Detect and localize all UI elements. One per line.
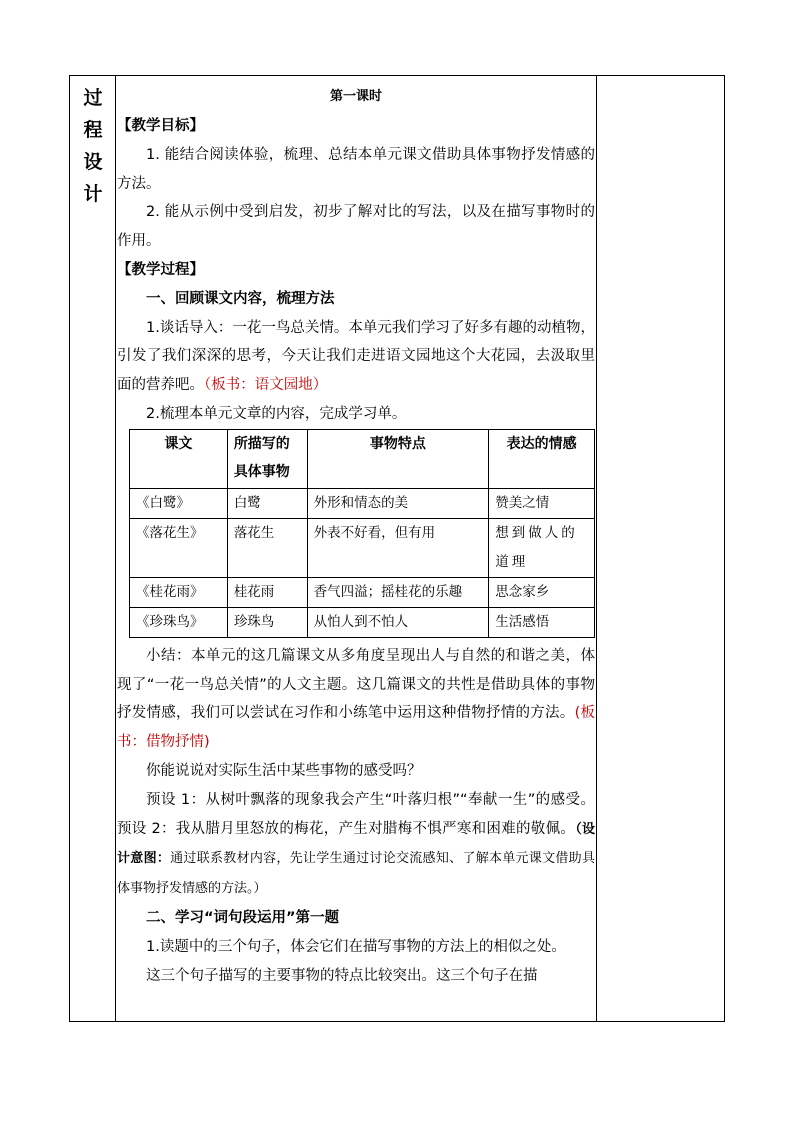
table-cell: 白鹭 xyxy=(227,488,307,518)
table-cell: 桂花雨 xyxy=(227,577,307,607)
table-row xyxy=(130,607,595,637)
step-paragraph: 2.梳理本单元文章的内容，完成学习单。 xyxy=(146,405,407,422)
study-sheet-table xyxy=(129,429,595,638)
design-intent-label: （设计意图： xyxy=(117,821,595,867)
design-intent-text: 通过联系教材内容，先让学生通过讨论交流感知、了解本单元课文借助具体事物抒发情感的方法。） xyxy=(117,851,595,897)
step-text: 1.谈话导入：一花一鸟总关情。本单元我们学习了好多有趣的动植物，引发了我们深深的思考，今天让我们走进语文园地这个大花园，去汲取里面的营养吧。 xyxy=(117,319,595,394)
goals-heading: 【教学目标】 xyxy=(117,118,204,134)
lesson-content xyxy=(117,76,595,1021)
table-cell: 思念家乡 xyxy=(489,577,595,607)
goal-item: 1. 能结合阅读体验，梳理、总结本单元课文借助具体事物抒发情感的方法。 xyxy=(117,146,595,192)
table-cell: 从怕人到不怕人 xyxy=(307,607,489,637)
table-row xyxy=(130,488,595,518)
table-header-row xyxy=(130,429,595,488)
notes-column xyxy=(596,76,726,1021)
table-row xyxy=(130,518,595,577)
section-heading: 二、学习“词句段运用”第一题 xyxy=(146,909,340,926)
summary-text: 小结：本单元的这几篇课文从多角度呈现出人与自然的和谐之美，体现了“一花一鸟总关情”的人文主题。这几篇课文的共性是借助具体的事物抒发情感，我们可以尝试在习作和小练笔中运用这种借物抒情的方法。 xyxy=(117,647,595,722)
goal-item: 2. 能从示例中受到启发，初步了解对比的写法，以及在描写事物时的作用。 xyxy=(117,204,595,250)
table-cell: 《珍珠鸟》 xyxy=(130,607,228,637)
preset-text: 预设 1：从树叶飘落的现象我会产生“叶落归根”“奉献一生”的感受。预设 2：我从腊月里怒放的梅花，产生对腊梅不惧严寒和困难的敬佩。 xyxy=(117,791,595,837)
table-cell: 珍珠鸟 xyxy=(227,607,307,637)
table-row xyxy=(130,577,595,607)
table-cell: 香气四溢；摇桂花的乐趣 xyxy=(307,577,489,607)
table-header-cell: 表达的情感 xyxy=(489,429,595,488)
table-cell: 《桂花雨》 xyxy=(130,577,228,607)
body-paragraph: 这三个句子描写的主要事物的特点比较突出。这三个句子在描 xyxy=(146,967,538,984)
table-cell: 外形和情态的美 xyxy=(307,488,489,518)
table-cell: 《白鹭》 xyxy=(130,488,228,518)
summary-paragraph xyxy=(117,642,595,757)
question-paragraph: 你能说说对实际生活中某些事物的感受吗？ xyxy=(146,762,422,779)
board-note: (板书：借物抒情) xyxy=(117,705,595,751)
table-cell: 落花生 xyxy=(227,518,307,577)
table-header-cell: 所描写的具体事物 xyxy=(227,429,307,488)
table-cell: 赞美之情 xyxy=(489,488,595,518)
side-title-char: 过 xyxy=(83,87,103,109)
preset-paragraph xyxy=(117,786,595,904)
step-paragraph: 1.读题中的三个句子，体会它们在描写事物的方法上的相似之处。 xyxy=(146,938,566,955)
table-header-cell: 课文 xyxy=(130,429,228,488)
side-title-char: 设 xyxy=(83,151,103,173)
section-heading: 一、回顾课文内容，梳理方法 xyxy=(146,290,335,307)
board-note: （板书：语文园地） xyxy=(204,377,328,394)
side-title xyxy=(70,82,116,210)
side-column xyxy=(70,76,116,1021)
step-paragraph xyxy=(117,314,595,400)
lesson-title: 第一课时 xyxy=(329,89,382,104)
side-title-char: 计 xyxy=(83,183,103,205)
table-cell: 《落花生》 xyxy=(130,518,228,577)
side-title-char: 程 xyxy=(83,119,103,141)
table-cell: 外表不好看，但有用 xyxy=(307,518,489,577)
table-cell: 想到做人的道理 xyxy=(489,518,595,577)
table-header-cell: 事物特点 xyxy=(307,429,489,488)
table-cell: 生活感悟 xyxy=(489,607,595,637)
process-heading: 【教学过程】 xyxy=(117,261,204,278)
lesson-plan-frame xyxy=(69,75,725,1022)
